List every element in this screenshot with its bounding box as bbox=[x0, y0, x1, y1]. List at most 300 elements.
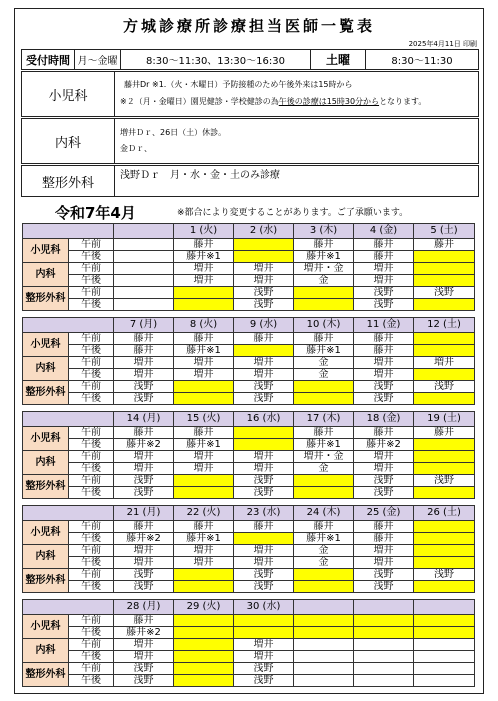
doctor-cell: 金 bbox=[294, 545, 354, 557]
reception-hours-row bbox=[21, 49, 479, 70]
schedule-row bbox=[23, 569, 475, 581]
pediatrics-note-1: 藤井Dr ※1.（火・木曜日）予防接種のため午後外来は15時から bbox=[124, 80, 353, 89]
dept-label: 内科 bbox=[23, 639, 69, 663]
doctor-cell bbox=[414, 533, 475, 545]
doctor-cell: 増井 bbox=[354, 557, 414, 569]
doctor-cell: 藤井※1 bbox=[294, 251, 354, 263]
day-header bbox=[114, 224, 174, 239]
doctor-cell: 増井 bbox=[354, 357, 414, 369]
doctor-cell bbox=[174, 287, 234, 299]
dept-label: 整形外科 bbox=[23, 569, 69, 593]
schedule-row bbox=[23, 287, 475, 299]
schedule-row bbox=[23, 545, 475, 557]
doctor-cell bbox=[174, 639, 234, 651]
schedule-row bbox=[23, 463, 475, 475]
week-header-blank bbox=[23, 318, 114, 333]
doctor-cell: 藤井 bbox=[414, 427, 475, 439]
doctor-cell: 増井 bbox=[414, 357, 475, 369]
doctor-cell: 浅野 bbox=[234, 287, 294, 299]
week-spacer bbox=[23, 311, 475, 318]
doctor-cell: 藤井 bbox=[354, 533, 414, 545]
weekday-label: 月～金曜 bbox=[74, 50, 120, 69]
session-label: 午後 bbox=[69, 275, 114, 287]
session-label: 午前 bbox=[69, 475, 114, 487]
day-header bbox=[294, 600, 354, 615]
doctor-cell: 増井 bbox=[114, 451, 174, 463]
session-label: 午前 bbox=[69, 287, 114, 299]
doctor-cell bbox=[414, 675, 475, 687]
ortho-label: 整形外科 bbox=[41, 175, 94, 191]
doctor-cell bbox=[234, 439, 294, 451]
day-header: 5 (土) bbox=[414, 224, 475, 239]
day-header: 9 (水) bbox=[234, 318, 294, 333]
doctor-cell: 藤井※1 bbox=[294, 439, 354, 451]
day-header: 3 (木) bbox=[294, 224, 354, 239]
pediatrics-notice bbox=[21, 71, 479, 117]
doctor-cell bbox=[174, 675, 234, 687]
month-title: 令和7年4月 bbox=[55, 204, 136, 222]
doctor-cell: 増井 bbox=[354, 463, 414, 475]
doctor-cell: 浅野 bbox=[234, 675, 294, 687]
doctor-cell: 増井 bbox=[234, 545, 294, 557]
doctor-cell: 浅野 bbox=[114, 487, 174, 499]
schedule-row bbox=[23, 393, 475, 405]
schedule-row bbox=[23, 533, 475, 545]
doctor-cell bbox=[174, 581, 234, 593]
day-header: 25 (金) bbox=[354, 506, 414, 521]
doctor-cell: 浅野 bbox=[234, 393, 294, 405]
doctor-cell: 浅野 bbox=[114, 381, 174, 393]
doctor-cell: 藤井 bbox=[174, 333, 234, 345]
doctor-cell bbox=[414, 545, 475, 557]
doctor-cell: 浅野 bbox=[114, 581, 174, 593]
schedule-sheet bbox=[14, 8, 484, 694]
doctor-cell: 増井 bbox=[114, 545, 174, 557]
day-header: 23 (水) bbox=[234, 506, 294, 521]
day-header: 12 (土) bbox=[414, 318, 475, 333]
doctor-cell bbox=[414, 663, 475, 675]
day-header: 11 (金) bbox=[354, 318, 414, 333]
doctor-cell bbox=[414, 439, 475, 451]
doctor-cell bbox=[414, 651, 475, 663]
doctor-cell bbox=[414, 275, 475, 287]
session-label: 午後 bbox=[69, 675, 114, 687]
doctor-cell bbox=[294, 287, 354, 299]
doctor-cell bbox=[414, 299, 475, 311]
doctor-cell bbox=[174, 299, 234, 311]
doctor-cell: 藤井※2 bbox=[114, 439, 174, 451]
doctor-cell bbox=[354, 627, 414, 639]
doctor-cell bbox=[174, 663, 234, 675]
doctor-cell: 藤井※1 bbox=[174, 533, 234, 545]
doctor-cell: 藤井 bbox=[354, 521, 414, 533]
doctor-cell: 増井 bbox=[234, 263, 294, 275]
doctor-cell: 藤井 bbox=[294, 333, 354, 345]
session-label: 午前 bbox=[69, 545, 114, 557]
doctor-cell bbox=[234, 251, 294, 263]
session-label: 午前 bbox=[69, 357, 114, 369]
session-label: 午後 bbox=[69, 299, 114, 311]
week-header-blank bbox=[23, 600, 114, 615]
doctor-cell bbox=[414, 487, 475, 499]
internal-note-1: 増井Ｄｒ、26日（土）休診。 bbox=[120, 128, 227, 137]
session-label: 午前 bbox=[69, 569, 114, 581]
doctor-cell bbox=[414, 345, 475, 357]
doctor-cell: 藤井 bbox=[294, 239, 354, 251]
doctor-cell bbox=[294, 639, 354, 651]
session-label: 午後 bbox=[69, 627, 114, 639]
doctor-cell bbox=[174, 627, 234, 639]
dept-label: 内科 bbox=[23, 263, 69, 287]
day-header: 26 (土) bbox=[414, 506, 475, 521]
doctor-cell bbox=[114, 275, 174, 287]
doctor-cell bbox=[414, 369, 475, 381]
doctor-cell: 浅野 bbox=[354, 299, 414, 311]
week-spacer-cell bbox=[23, 499, 475, 506]
day-header: 1 (火) bbox=[174, 224, 234, 239]
doctor-cell: 増井 bbox=[234, 369, 294, 381]
doctor-cell bbox=[294, 475, 354, 487]
session-label: 午前 bbox=[69, 451, 114, 463]
schedule-row bbox=[23, 557, 475, 569]
doctor-cell: 藤井 bbox=[354, 251, 414, 263]
doctor-cell: 藤井 bbox=[354, 333, 414, 345]
doctor-cell: 浅野 bbox=[354, 381, 414, 393]
doctor-cell bbox=[174, 487, 234, 499]
schedule-row bbox=[23, 369, 475, 381]
doctor-cell bbox=[174, 615, 234, 627]
doctor-cell: 浅野 bbox=[114, 393, 174, 405]
internal-label: 内科 bbox=[54, 135, 81, 151]
doctor-cell bbox=[114, 299, 174, 311]
doctor-cell: 増井 bbox=[354, 369, 414, 381]
doctor-cell: 増井 bbox=[174, 275, 234, 287]
doctor-cell bbox=[414, 463, 475, 475]
doctor-cell bbox=[414, 451, 475, 463]
doctor-cell bbox=[294, 615, 354, 627]
day-header: 10 (木) bbox=[294, 318, 354, 333]
week-header-row bbox=[23, 318, 475, 333]
doctor-cell bbox=[294, 627, 354, 639]
day-header: 30 (水) bbox=[234, 600, 294, 615]
doctor-cell: 藤井※1 bbox=[174, 345, 234, 357]
doctor-cell: 藤井※2 bbox=[114, 627, 174, 639]
doctor-cell: 藤井 bbox=[174, 427, 234, 439]
pediatrics-note-2c: となります。 bbox=[379, 97, 427, 106]
doctor-cell: 浅野 bbox=[354, 287, 414, 299]
week-spacer bbox=[23, 593, 475, 600]
doctor-cell: 藤井 bbox=[294, 427, 354, 439]
doctor-cell: 浅野 bbox=[114, 663, 174, 675]
doctor-cell bbox=[294, 675, 354, 687]
session-label: 午後 bbox=[69, 533, 114, 545]
doctor-cell: 浅野 bbox=[414, 569, 475, 581]
doctor-cell: 藤井 bbox=[354, 427, 414, 439]
dept-label: 小児科 bbox=[23, 521, 69, 545]
schedule-row bbox=[23, 299, 475, 311]
weekday-times: 8:30～11:30、13:30～16:30 bbox=[120, 50, 310, 69]
pediatrics-label: 小児科 bbox=[48, 88, 88, 104]
doctor-cell: 増井 bbox=[234, 639, 294, 651]
doctor-cell: 増井 bbox=[354, 451, 414, 463]
schedule-row bbox=[23, 251, 475, 263]
doctor-cell: 増井 bbox=[234, 463, 294, 475]
doctor-cell: 藤井 bbox=[114, 427, 174, 439]
doctor-cell: 浅野 bbox=[234, 475, 294, 487]
week-spacer-cell bbox=[23, 593, 475, 600]
dept-label: 小児科 bbox=[23, 615, 69, 639]
dept-label: 小児科 bbox=[23, 427, 69, 451]
day-header: 4 (金) bbox=[354, 224, 414, 239]
page-title: 方城診療所診療担当医師一覧表 bbox=[122, 17, 375, 35]
doctor-cell bbox=[414, 615, 475, 627]
doctor-cell bbox=[294, 651, 354, 663]
schedule-row bbox=[23, 381, 475, 393]
dept-label: 内科 bbox=[23, 451, 69, 475]
doctor-cell: 増井 bbox=[354, 275, 414, 287]
dept-label: 整形外科 bbox=[23, 381, 69, 405]
doctor-cell bbox=[414, 263, 475, 275]
doctor-cell bbox=[294, 569, 354, 581]
schedule-row bbox=[23, 651, 475, 663]
session-label: 午後 bbox=[69, 463, 114, 475]
week-header-row bbox=[23, 224, 475, 239]
doctor-cell: 増井 bbox=[114, 463, 174, 475]
doctor-cell: 増井 bbox=[114, 639, 174, 651]
day-header: 14 (月) bbox=[114, 412, 174, 427]
week-header-blank bbox=[23, 224, 114, 239]
doctor-cell: 藤井※1 bbox=[174, 439, 234, 451]
session-label: 午前 bbox=[69, 263, 114, 275]
day-header bbox=[414, 600, 475, 615]
schedule-row bbox=[23, 675, 475, 687]
doctor-cell: 増井 bbox=[354, 263, 414, 275]
doctor-cell: 浅野 bbox=[114, 675, 174, 687]
session-label: 午前 bbox=[69, 381, 114, 393]
schedule-row bbox=[23, 333, 475, 345]
dept-label: 整形外科 bbox=[23, 663, 69, 687]
doctor-cell: 増井 bbox=[234, 451, 294, 463]
print-date: 2025年4月11日 印刷 bbox=[408, 40, 477, 48]
doctor-cell: 藤井※1 bbox=[174, 251, 234, 263]
doctor-cell: 藤井 bbox=[294, 521, 354, 533]
doctor-cell bbox=[294, 393, 354, 405]
doctor-cell bbox=[174, 651, 234, 663]
doctor-cell: 金 bbox=[294, 369, 354, 381]
doctor-cell: 藤井 bbox=[354, 239, 414, 251]
week-spacer-cell bbox=[23, 405, 475, 412]
doctor-cell: 金 bbox=[294, 357, 354, 369]
doctor-cell: 増井 bbox=[234, 651, 294, 663]
doctor-cell: 増井・金 bbox=[294, 263, 354, 275]
ortho-note-1: 浅野Ｄｒ 月・水・金・土のみ診療 bbox=[120, 170, 280, 181]
day-header: 17 (木) bbox=[294, 412, 354, 427]
schedule-row bbox=[23, 663, 475, 675]
week-header-blank bbox=[23, 412, 114, 427]
doctor-cell: 藤井 bbox=[114, 345, 174, 357]
doctor-cell bbox=[294, 581, 354, 593]
dept-label: 小児科 bbox=[23, 333, 69, 357]
doctor-cell: 浅野 bbox=[354, 581, 414, 593]
reception-hours-label: 受付時間 bbox=[26, 53, 70, 67]
doctor-cell bbox=[294, 487, 354, 499]
doctor-cell: 藤井※2 bbox=[354, 439, 414, 451]
doctor-cell: 増井 bbox=[114, 651, 174, 663]
doctor-cell: 増井 bbox=[234, 557, 294, 569]
doctor-cell bbox=[414, 521, 475, 533]
day-header: 22 (火) bbox=[174, 506, 234, 521]
schedule-table bbox=[22, 223, 475, 687]
doctor-cell bbox=[414, 251, 475, 263]
internal-notice bbox=[21, 118, 479, 164]
doctor-cell: 増井 bbox=[234, 357, 294, 369]
doctor-cell bbox=[354, 639, 414, 651]
schedule-row bbox=[23, 451, 475, 463]
doctor-cell: 浅野 bbox=[414, 287, 475, 299]
dept-label: 整形外科 bbox=[23, 287, 69, 311]
day-header: 18 (金) bbox=[354, 412, 414, 427]
doctor-cell bbox=[294, 299, 354, 311]
schedule-row bbox=[23, 427, 475, 439]
doctor-cell: 増井 bbox=[174, 463, 234, 475]
doctor-cell bbox=[354, 675, 414, 687]
doctor-cell: 増井 bbox=[174, 451, 234, 463]
doctor-cell: 金 bbox=[294, 463, 354, 475]
doctor-cell: 増井 bbox=[174, 545, 234, 557]
day-header: 19 (土) bbox=[414, 412, 475, 427]
week-header-row bbox=[23, 600, 475, 615]
schedule-row bbox=[23, 615, 475, 627]
internal-notice-body bbox=[114, 119, 478, 163]
doctor-cell bbox=[234, 615, 294, 627]
doctor-cell: 藤井 bbox=[234, 521, 294, 533]
schedule-row bbox=[23, 275, 475, 287]
schedule-row bbox=[23, 357, 475, 369]
dept-label: 内科 bbox=[23, 357, 69, 381]
ortho-notice bbox=[21, 165, 479, 197]
doctor-cell bbox=[414, 639, 475, 651]
pediatrics-note-2 bbox=[120, 96, 426, 108]
doctor-cell: 浅野 bbox=[414, 381, 475, 393]
saturday-times: 8:30～11:30 bbox=[365, 50, 478, 69]
schedule-row bbox=[23, 239, 475, 251]
doctor-cell bbox=[414, 333, 475, 345]
doctor-cell: 藤井 bbox=[414, 239, 475, 251]
session-label: 午後 bbox=[69, 393, 114, 405]
day-header bbox=[354, 600, 414, 615]
session-label: 午後 bbox=[69, 557, 114, 569]
disclaimer: ※都合により変更することがあります。ご了承願います。 bbox=[177, 208, 409, 218]
doctor-cell bbox=[234, 239, 294, 251]
doctor-cell: 浅野 bbox=[234, 299, 294, 311]
doctor-cell: 増井 bbox=[174, 263, 234, 275]
doctor-cell bbox=[234, 427, 294, 439]
doctor-cell bbox=[234, 345, 294, 357]
doctor-cell: 藤井 bbox=[234, 333, 294, 345]
session-label: 午前 bbox=[69, 239, 114, 251]
day-header: 16 (水) bbox=[234, 412, 294, 427]
saturday-label: 土曜 bbox=[310, 50, 365, 69]
doctor-cell: 増井 bbox=[114, 557, 174, 569]
doctor-cell: 藤井※1 bbox=[294, 533, 354, 545]
session-label: 午前 bbox=[69, 427, 114, 439]
doctor-cell bbox=[354, 663, 414, 675]
doctor-cell: 金 bbox=[294, 275, 354, 287]
session-label: 午後 bbox=[69, 487, 114, 499]
session-label: 午前 bbox=[69, 615, 114, 627]
doctor-cell: 浅野 bbox=[414, 475, 475, 487]
week-spacer bbox=[23, 405, 475, 412]
doctor-cell bbox=[114, 239, 174, 251]
session-label: 午後 bbox=[69, 251, 114, 263]
doctor-cell: 浅野 bbox=[354, 475, 414, 487]
dept-label: 小児科 bbox=[23, 239, 69, 263]
day-header: 15 (火) bbox=[174, 412, 234, 427]
schedule-row bbox=[23, 521, 475, 533]
doctor-cell: 浅野 bbox=[114, 569, 174, 581]
doctor-cell bbox=[294, 381, 354, 393]
schedule-row bbox=[23, 345, 475, 357]
doctor-cell bbox=[174, 393, 234, 405]
doctor-cell: 増井 bbox=[234, 275, 294, 287]
doctor-cell: 藤井※1 bbox=[294, 345, 354, 357]
schedule-row bbox=[23, 487, 475, 499]
doctor-cell bbox=[414, 627, 475, 639]
pediatrics-note-2a: ※２（月・金曜日）園児健診・学校健診の為 bbox=[120, 97, 279, 106]
doctor-cell: 増井 bbox=[114, 357, 174, 369]
doctor-cell: 浅野 bbox=[354, 393, 414, 405]
doctor-cell: 藤井 bbox=[174, 521, 234, 533]
doctor-cell bbox=[294, 663, 354, 675]
doctor-cell: 藤井 bbox=[114, 521, 174, 533]
doctor-cell: 増井 bbox=[174, 357, 234, 369]
doctor-cell: 浅野 bbox=[234, 487, 294, 499]
session-label: 午前 bbox=[69, 639, 114, 651]
schedule-row bbox=[23, 439, 475, 451]
doctor-cell: 藤井 bbox=[354, 345, 414, 357]
doctor-cell bbox=[174, 475, 234, 487]
doctor-cell: 増井 bbox=[174, 557, 234, 569]
week-spacer bbox=[23, 499, 475, 506]
day-header: 24 (木) bbox=[294, 506, 354, 521]
doctor-cell: 藤井 bbox=[174, 239, 234, 251]
doctor-cell: 藤井 bbox=[114, 333, 174, 345]
week-header-row bbox=[23, 506, 475, 521]
doctor-cell bbox=[354, 615, 414, 627]
day-header: 29 (火) bbox=[174, 600, 234, 615]
week-header-row bbox=[23, 412, 475, 427]
doctor-cell bbox=[234, 627, 294, 639]
doctor-cell: 浅野 bbox=[114, 475, 174, 487]
doctor-cell bbox=[354, 651, 414, 663]
session-label: 午後 bbox=[69, 345, 114, 357]
doctor-cell bbox=[114, 287, 174, 299]
doctor-cell: 浅野 bbox=[354, 487, 414, 499]
internal-note-2: 金Ｄｒ、 bbox=[120, 144, 152, 153]
session-label: 午前 bbox=[69, 333, 114, 345]
session-label: 午前 bbox=[69, 663, 114, 675]
day-header: 7 (月) bbox=[114, 318, 174, 333]
doctor-cell: 増井・金 bbox=[294, 451, 354, 463]
doctor-cell: 藤井※2 bbox=[114, 533, 174, 545]
schedule-row bbox=[23, 639, 475, 651]
doctor-cell: 増井 bbox=[114, 369, 174, 381]
doctor-cell bbox=[234, 533, 294, 545]
doctor-cell bbox=[414, 557, 475, 569]
dept-label: 内科 bbox=[23, 545, 69, 569]
doctor-cell bbox=[174, 381, 234, 393]
session-label: 午後 bbox=[69, 439, 114, 451]
